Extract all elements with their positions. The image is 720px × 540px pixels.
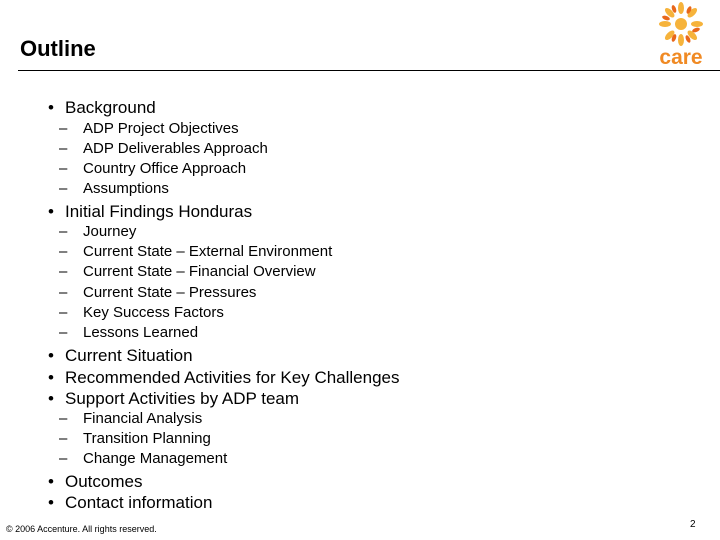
dash-icon: – bbox=[59, 160, 68, 177]
outline-subitem-label: Change Management bbox=[83, 450, 228, 467]
dash-icon: – bbox=[59, 180, 68, 197]
outline-subitem-label: Current State – Pressures bbox=[83, 284, 257, 301]
bullet-icon: • bbox=[48, 368, 54, 387]
care-logo bbox=[648, 2, 714, 68]
page-number: 2 bbox=[690, 519, 696, 530]
outline-subitem-label: Current State – Financial Overview bbox=[83, 263, 316, 280]
outline-item-label: Recommended Activities for Key Challenges bbox=[65, 368, 400, 387]
outline-subitem-label: Journey bbox=[83, 223, 137, 240]
dash-icon: – bbox=[59, 410, 68, 427]
outline-item bbox=[48, 472, 142, 492]
outline-item-label: Support Activities by ADP team bbox=[65, 389, 300, 408]
outline-item bbox=[48, 389, 299, 409]
bullet-icon: • bbox=[48, 98, 54, 117]
bullet-icon: • bbox=[48, 202, 54, 221]
dash-icon: – bbox=[59, 223, 68, 240]
outline-item-label: Current Situation bbox=[65, 346, 193, 365]
sun-icon bbox=[659, 2, 703, 46]
outline-subitem-label: Financial Analysis bbox=[83, 410, 203, 427]
bullet-icon: • bbox=[48, 346, 54, 365]
outline-item-label: Initial Findings Honduras bbox=[65, 202, 253, 221]
dash-icon: – bbox=[59, 284, 68, 301]
bullet-icon: • bbox=[48, 472, 54, 491]
outline-item-label: Background bbox=[65, 98, 156, 117]
logo-wordmark: care bbox=[659, 46, 703, 68]
copyright-footer: © 2006 Accenture. All rights reserved. bbox=[6, 524, 157, 534]
dash-icon: – bbox=[59, 140, 68, 157]
outline-subitem-label: Key Success Factors bbox=[83, 304, 224, 321]
dash-icon: – bbox=[59, 304, 68, 321]
dash-icon: – bbox=[59, 324, 68, 341]
dash-icon: – bbox=[59, 430, 68, 447]
outline-subitem-label: Assumptions bbox=[83, 180, 169, 197]
slide-title: Outline bbox=[20, 36, 96, 61]
dash-icon: – bbox=[59, 120, 68, 137]
outline-subitem-label: Current State – External Environment bbox=[83, 243, 333, 260]
bullet-icon: • bbox=[48, 493, 54, 512]
outline-item bbox=[48, 98, 156, 118]
outline-subitem-label: Transition Planning bbox=[83, 430, 211, 447]
outline-item-label: Outcomes bbox=[65, 472, 143, 491]
outline-item bbox=[48, 202, 252, 222]
outline-subitem-label: ADP Project Objectives bbox=[83, 120, 239, 137]
outline-item bbox=[48, 493, 212, 513]
outline-item-label: Contact information bbox=[65, 493, 213, 512]
dash-icon: – bbox=[59, 263, 68, 280]
outline-subitem-label: Lessons Learned bbox=[83, 324, 199, 341]
dash-icon: – bbox=[59, 243, 68, 260]
bullet-icon: • bbox=[48, 389, 54, 408]
outline-subitem-label: ADP Deliverables Approach bbox=[83, 140, 268, 157]
title-divider bbox=[18, 70, 720, 71]
outline-subitem-label: Country Office Approach bbox=[83, 160, 247, 177]
outline-item bbox=[48, 346, 193, 366]
dash-icon: – bbox=[59, 450, 68, 467]
outline-item bbox=[48, 368, 400, 388]
